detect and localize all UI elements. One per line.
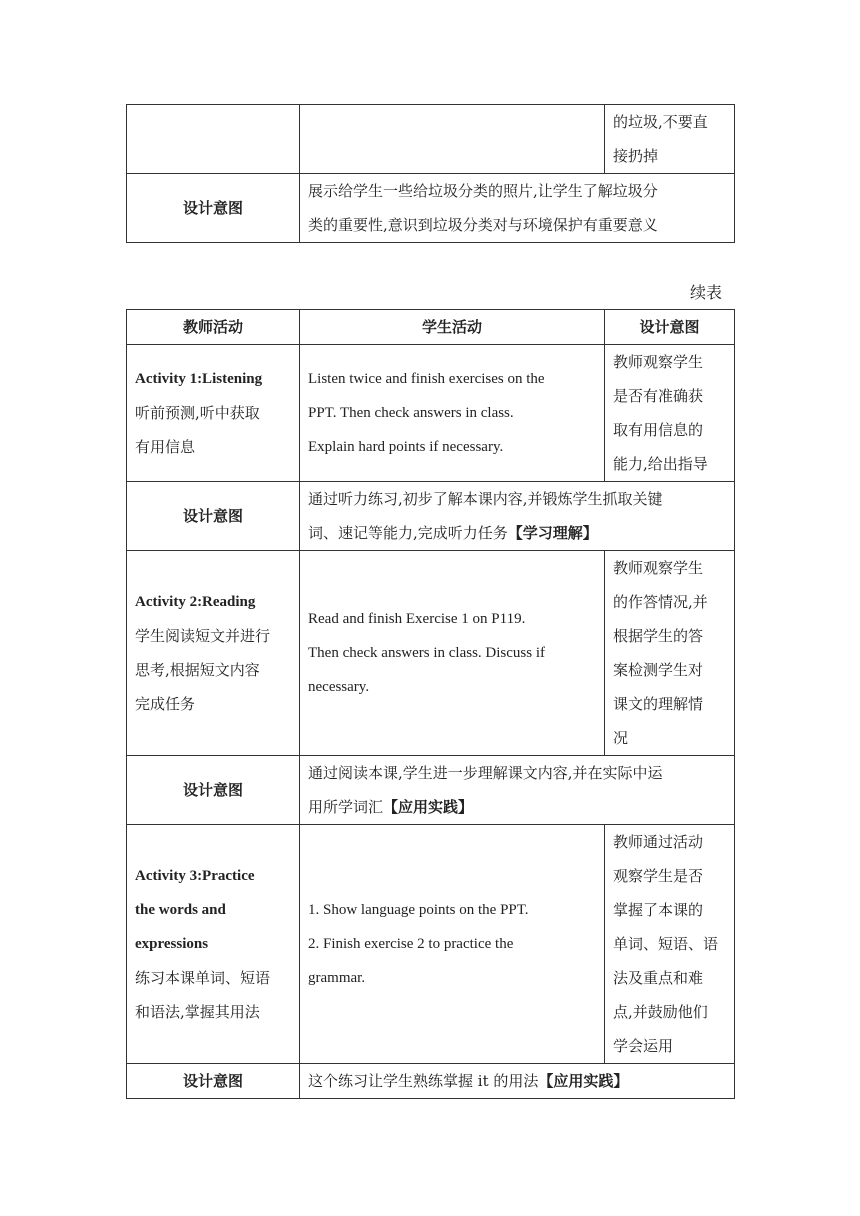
table-row — [127, 345, 735, 482]
cell-line: 学会运用 — [613, 1037, 674, 1055]
cell-line: 单词、短语、语 — [613, 935, 719, 953]
cell-line: 有用信息 — [135, 438, 196, 456]
intent-cell — [605, 551, 735, 756]
cell-line: 根据学生的答 — [613, 627, 704, 645]
cell-line: 1. Show language points on the PPT. — [308, 902, 529, 918]
activity-title: Activity 1:Listening — [135, 371, 263, 387]
cell-line: grammar. — [308, 970, 366, 986]
student-activity-cell — [300, 551, 605, 756]
cell-line: 练习本课单词、短语 — [135, 969, 271, 987]
cell-line: 教师通过活动 — [613, 833, 704, 851]
stage-tag: 【应用实践】 — [383, 798, 474, 816]
cell-line: 课文的理解情 — [613, 695, 704, 713]
empty-cell — [127, 105, 300, 174]
cell-line: 点,并鼓励他们 — [613, 1003, 708, 1021]
header-row — [127, 310, 735, 345]
design-text — [300, 756, 735, 825]
cell-line: 况 — [613, 729, 629, 747]
cell-text: 词、速记等能力,完成听力任务 — [308, 524, 508, 542]
header-student: 学生活动 — [300, 310, 605, 345]
cell-line: 通过阅读本课,学生进一步理解课文内容,并在实际中运 — [308, 764, 663, 782]
cell-line: 的作答情况,并 — [613, 593, 708, 611]
cell-line: 2. Finish exercise 2 to practice the — [308, 936, 514, 952]
design-label: 设计意图 — [127, 756, 300, 825]
activity-title: Activity 3:Practice — [135, 868, 255, 884]
cell-line: necessary. — [308, 679, 370, 695]
design-text — [300, 174, 735, 243]
cell-text: 用所学词汇 — [308, 798, 384, 816]
header-intent: 设计意图 — [605, 310, 735, 345]
cell-line: PPT. Then check answers in class. — [308, 405, 514, 421]
cell-line: 能力,给出指导 — [613, 455, 708, 473]
cell-line — [308, 516, 726, 550]
cell-line: 展示给学生一些给垃圾分类的照片,让学生了解垃圾分 — [308, 182, 658, 200]
intent-cell — [605, 825, 735, 1064]
cell-line: Then check answers in class. Discuss if — [308, 645, 546, 661]
header-teacher: 教师活动 — [127, 310, 300, 345]
table-row — [127, 825, 735, 1064]
cell-line — [308, 790, 726, 824]
table-row — [127, 551, 735, 756]
cell-line: 听前预测,听中获取 — [135, 404, 260, 422]
cell-line: 掌握了本课的 — [613, 901, 704, 919]
activity-title: expressions — [135, 936, 209, 952]
activity-title: the words and — [135, 902, 226, 918]
teacher-activity-cell — [127, 551, 300, 756]
cell-line: 观察学生是否 — [613, 867, 704, 885]
cell-line: 学生阅读短文并进行 — [135, 627, 271, 645]
table-row — [127, 482, 735, 551]
cell-line: 法及重点和难 — [613, 969, 704, 987]
cell-line: 教师观察学生 — [613, 353, 704, 371]
design-label: 设计意图 — [127, 482, 300, 551]
cell-line: Listen twice and finish exercises on the — [308, 371, 545, 387]
cell-line: 通过听力练习,初步了解本课内容,并锻炼学生抓取关键 — [308, 490, 663, 508]
cell-line: 完成任务 — [135, 695, 196, 713]
teacher-activity-cell — [127, 825, 300, 1064]
cell-line: 接扔掉 — [613, 147, 659, 165]
cell-line: 类的重要性,意识到垃圾分类对与环境保护有重要意义 — [308, 216, 658, 234]
design-label: 设计意图 — [127, 1064, 300, 1099]
table-continuation — [126, 104, 735, 243]
empty-cell — [300, 105, 605, 174]
student-activity-cell — [300, 345, 605, 482]
table-row — [127, 105, 735, 174]
table-row — [127, 1064, 735, 1099]
cell-text: 这个练习让学生熟练掌握 it 的用法 — [308, 1072, 539, 1090]
design-label: 设计意图 — [127, 174, 300, 243]
cell-line: 取有用信息的 — [613, 421, 704, 439]
intent-cell — [605, 345, 735, 482]
stage-tag: 【应用实践】 — [538, 1072, 629, 1090]
cell-line: 和语法,掌握其用法 — [135, 1003, 260, 1021]
cell-line: 是否有准确获 — [613, 387, 704, 405]
cell-line: Explain hard points if necessary. — [308, 439, 504, 455]
cell-line: Read and finish Exercise 1 on P119. — [308, 611, 526, 627]
table-row — [127, 756, 735, 825]
student-activity-cell — [300, 825, 605, 1064]
stage-tag: 【学习理解】 — [507, 524, 598, 542]
teacher-activity-cell — [127, 345, 300, 482]
design-text — [300, 1064, 735, 1099]
activity-title: Activity 2:Reading — [135, 594, 256, 610]
cell-line: 案检测学生对 — [613, 661, 704, 679]
cell-line: 思考,根据短文内容 — [135, 661, 260, 679]
cell-line: 的垃圾,不要直 — [613, 113, 708, 131]
table-row — [127, 174, 735, 243]
cell-line: 教师观察学生 — [613, 559, 704, 577]
continued-label: 续表 — [690, 283, 723, 302]
intent-cell — [605, 105, 735, 174]
lesson-table — [126, 309, 735, 1099]
design-text — [300, 482, 735, 551]
